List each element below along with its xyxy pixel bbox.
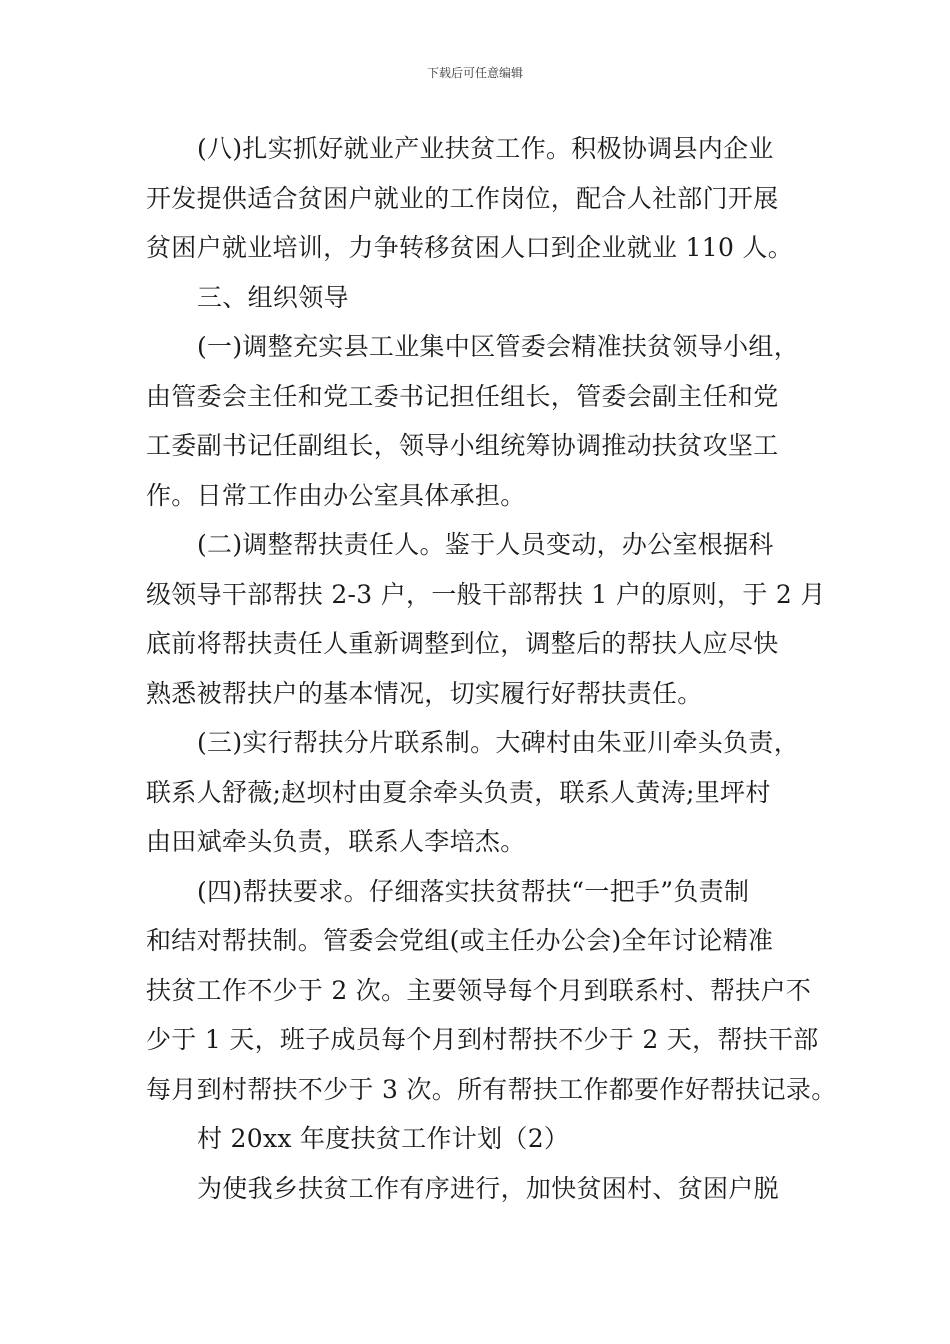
text-line: (三)实行帮扶分片联系制。大碑村由朱亚川牵头负责，	[197, 728, 800, 757]
text-line: 熟悉被帮扶户的基本情况，切实履行好帮扶责任。	[146, 678, 703, 708]
text-line: (一)调整充实县工业集中区管委会精准扶贫领导小组，	[197, 332, 800, 361]
document-body	[146, 124, 837, 1213]
text-line: (八)扎实抓好就业产业扶贫工作。积极协调县内企业	[197, 134, 774, 163]
text-line: 底前将帮扶责任人重新调整到位，调整后的帮扶人应尽快	[146, 629, 779, 658]
text-line: (四)帮扶要求。仔细落实扶贫帮扶“一把手”负责制	[197, 876, 750, 906]
text-line: 为使我乡扶贫工作有序进行，加快贫困村、贫困户脱	[197, 1173, 779, 1203]
text-line: 工委副书记任副组长，领导小组统筹协调推动扶贫攻坚工	[146, 431, 779, 460]
text-line: (二)调整帮扶责任人。鉴于人员变动，办公室根据科	[197, 530, 774, 559]
text-line: 联系人舒薇;赵坝村由夏余牵头负责，联系人黄涛;里坪村	[146, 777, 771, 807]
text-line: 级领导干部帮扶 2-3 户，一般干部帮扶 1 户的原则，于 2 月	[146, 579, 826, 609]
page-header: 下载后可任意编辑	[426, 66, 523, 80]
text-line: 作。日常工作由办公室具体承担。	[146, 480, 526, 510]
text-line: 扶贫工作不少于 2 次。主要领导每个月到联系村、帮扶户不	[146, 975, 812, 1005]
text-line: 三、组织领导	[197, 282, 349, 312]
text-line: 每月到村帮扶不少于 3 次。所有帮扶工作都要作好帮扶记录。	[146, 1074, 837, 1104]
text-line: 开发提供适合贫困户就业的工作岗位，配合人社部门开展	[146, 183, 779, 213]
text-line: 和结对帮扶制。管委会党组(或主任办公会)全年讨论精准	[146, 926, 774, 955]
text-line: 贫困户就业培训，力争转移贫困人口到企业就业 110 人。	[146, 233, 794, 262]
text-line: 由管委会主任和党工委书记担任组长，管委会副主任和党	[146, 381, 779, 411]
text-line: 少于 1 天，班子成员每个月到村帮扶不少于 2 天，帮扶干部	[146, 1025, 819, 1054]
text-line: 由田斌牵头负责，联系人李培杰。	[146, 827, 526, 856]
text-line: 村 20xx 年度扶贫工作计划（2）	[197, 1124, 570, 1153]
